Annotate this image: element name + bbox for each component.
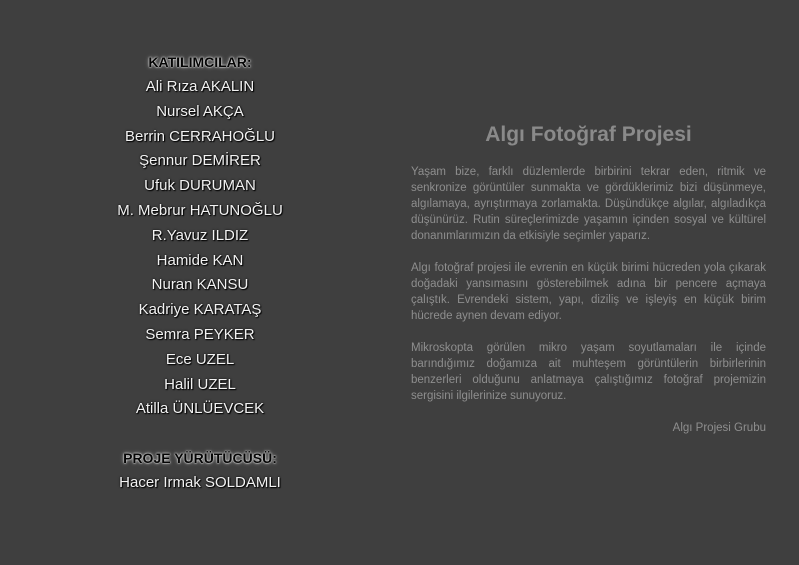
signature: Algı Projesi Grubu (672, 422, 766, 434)
participant-name: Berrin CERRAHOĞLU (124, 127, 276, 145)
project-title: Algı Fotoğraf Projesi (485, 123, 692, 146)
description-paragraph: Yaşam bize, farklı düzlemlerde birbirini tekrar eden, ritmik ve senkronize görüntüler sunmakta ve gördüklerimiz bizi düşünmeye, algılamaya, ayrıştırmaya zorlamakta. Düşündükçe algılar, algıladıkça düşünürüz. Rutin süreçlerimizde yaşamın içinden sosyal ve kültürel donanımlarımızın da etkisiyle seçimler yaparız. (411, 166, 766, 242)
participant-name: Hamide KAN (156, 251, 244, 269)
participant-name: Semra PEYKER (145, 325, 255, 343)
participant-name: Ali Rıza AKALIN (145, 78, 255, 95)
participant-name: M. Mebrur HATUNOĞLU (117, 201, 283, 219)
section-spacer (100, 422, 300, 446)
participant-name: Nursel AKÇA (156, 102, 244, 120)
participant-name: Ufuk DURUMAN (144, 177, 256, 195)
description-paragraph: Algı fotoğraf projesi ile evrenin en küçük birimi hücreden yola çıkarak doğadaki yansımasını gösterebilmek adına bir pencere açmaya çalıştık. Evrendeki sistem, yapı, diziliş ve işleyiş en küçük birim hücrede aynen devam ediyor. (411, 262, 766, 322)
coordinator-heading: PROJE YÜRÜTÜCÜSÜ: (123, 450, 277, 467)
participant-name: R.Yavuz ILDIZ (151, 226, 249, 244)
participants-column (100, 50, 300, 496)
participants-list (100, 75, 300, 422)
participant-name: Ece UZEL (165, 350, 235, 368)
description-paragraph: Mikroskopta görülen mikro yaşam soyutlamaları ile içinde barındığımız doğamıza ait muhteşem görüntülerin birbirlerinin benzerleri olduğunu anlatmaya çalıştığımız fotoğraf projemizin sergisini ilgilerinize sunuyoruz. (411, 342, 766, 402)
participant-name: Nuran KANSU (151, 276, 249, 294)
coordinator-name: Hacer Irmak SOLDAMLI (119, 474, 281, 492)
participant-name: Halil UZEL (164, 375, 236, 393)
participant-name: Atilla ÜNLÜEVCEK (135, 400, 265, 418)
project-description-column (411, 120, 766, 436)
participants-heading: KATILIMCILAR: (148, 54, 252, 70)
participant-name: Kadriye KARATAŞ (138, 301, 262, 319)
participant-name: Şennur DEMİRER (139, 152, 261, 170)
